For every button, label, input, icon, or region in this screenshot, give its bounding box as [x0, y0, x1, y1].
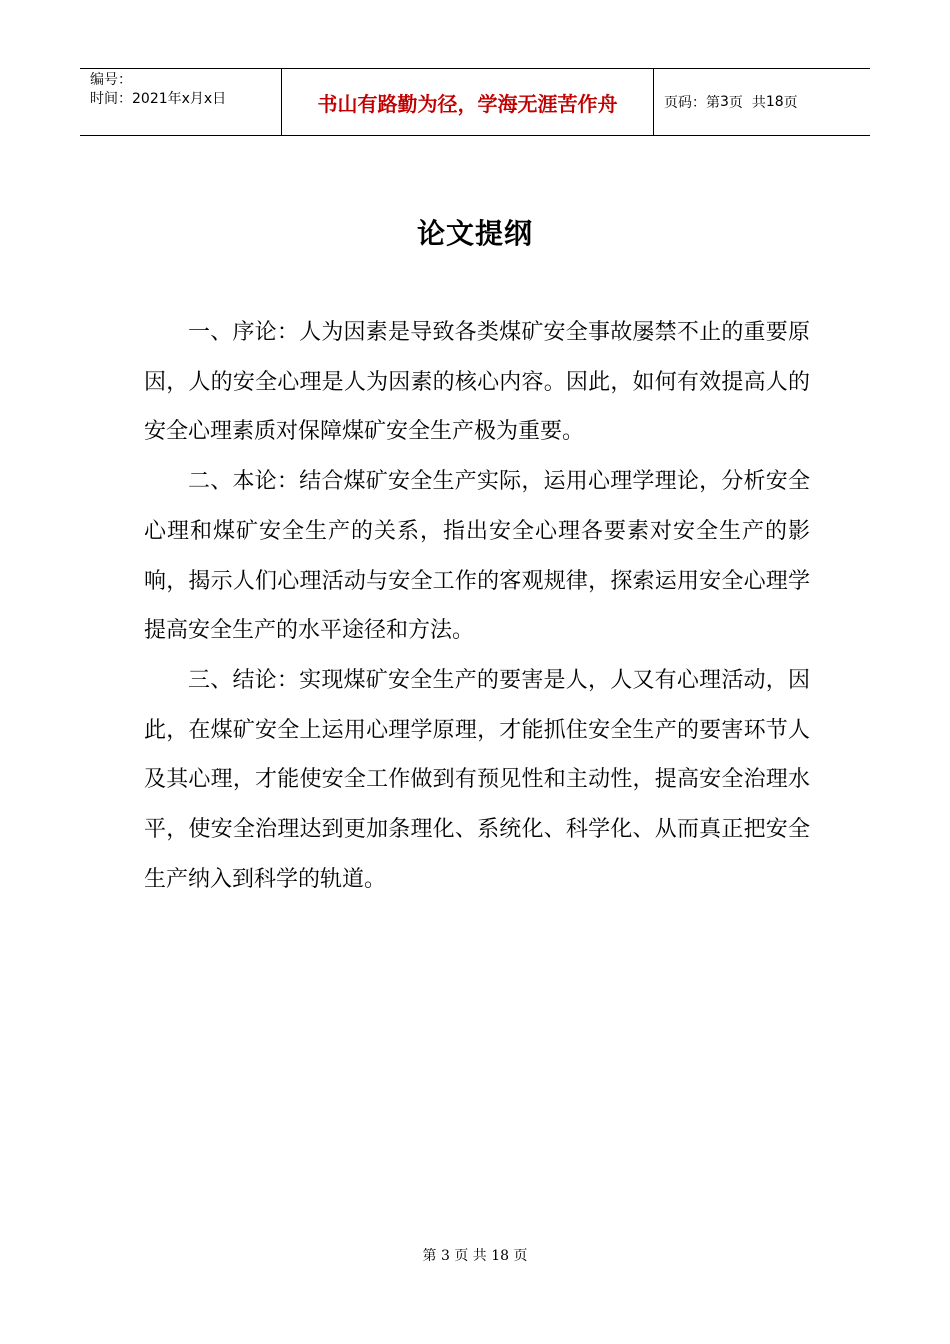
header-page-prefix: 页码：第 [664, 95, 720, 111]
paragraph-main-body: 二、本论：结合煤矿安全生产实际，运用心理学理论，分析安全心理和煤矿安全生产的关系，指出安全心理各要素对安全生产的影响，揭示人们心理活动与安全工作的客观规律，探索运用安全心理学提高安全生产的水平途径和方法。 [144, 469, 810, 644]
header-page-total: 18 [765, 94, 784, 110]
header-motto-cell [281, 69, 654, 135]
footer-prefix: 第 [422, 1248, 437, 1264]
footer-suffix: 页 [513, 1248, 528, 1264]
header-page-cell [654, 69, 870, 135]
document-body [144, 308, 810, 904]
header-info-cell [80, 69, 281, 135]
document-title: 论文提纲 [416, 217, 533, 250]
header-page-current: 3 [720, 94, 729, 110]
document-number-label: 编号： [90, 72, 132, 88]
header-page-suffix: 页 [783, 95, 798, 111]
paragraph-conclusion: 三、结论：实现煤矿安全生产的要害是人，人又有心理活动，因此，在煤矿安全上运用心理学原理，才能抓住安全生产的要害环节人及其心理，才能使安全工作做到有预见性和主动性，提高安全治理水平，使安全治理达到更加条理化、系统化、科学化、从而真正把安全生产纳入到科学的轨道。 [144, 667, 810, 892]
page-header [80, 68, 870, 136]
paragraph-introduction: 一、序论：人为因素是导致各类煤矿安全事故屡禁不止的重要原因，人的安全心理是人为因素的核心内容。因此，如何有效提高人的安全心理素质对保障煤矿安全生产极为重要。 [144, 320, 810, 445]
footer-page-total: 18 [491, 1248, 510, 1264]
header-page-mid: 页 共 [728, 95, 766, 111]
footer-page-current: 3 [440, 1248, 450, 1264]
header-motto: 书山有路勤为径，学海无涯苦作舟 [317, 91, 618, 116]
footer-mid: 页 共 [454, 1248, 487, 1264]
page-footer [0, 1245, 950, 1265]
document-date-label: 时间：2021年x月x日 [90, 91, 227, 107]
